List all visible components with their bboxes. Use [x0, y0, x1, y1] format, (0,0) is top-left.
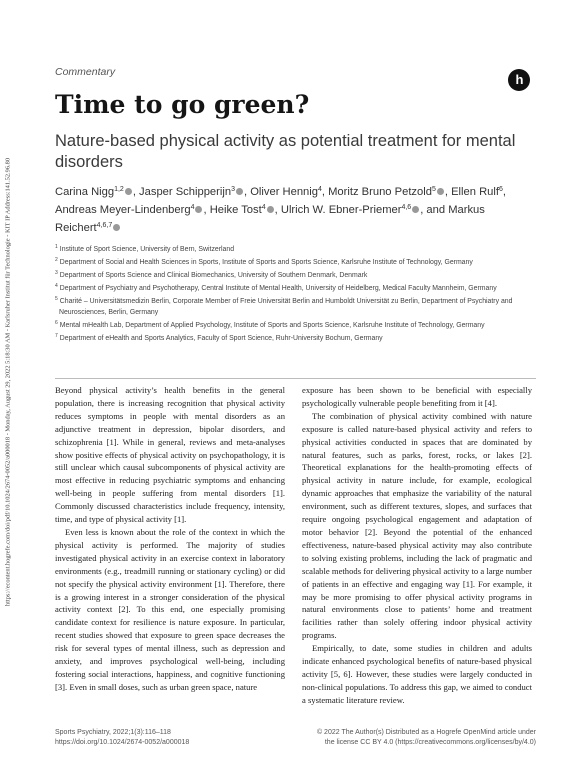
affiliation-item [55, 242, 535, 255]
license-url[interactable]: the license CC BY 4.0 (https://creativecommons.org/licenses/by/4.0) [324, 738, 536, 746]
affiliation-text: Charité – Universitätsmedizin Berlin, Corporate Member of Freie Universität Berlin and Humboldt Universität zu Berlin, Department of Psychiatry and Neurosciences, Berlin, Germany [59, 298, 513, 316]
publisher-logo: h [508, 69, 530, 91]
author-name: Jasper Schipperijn [139, 186, 232, 198]
author-name: Heike Tost [209, 204, 262, 216]
author-affiliation-marker: 4 [317, 186, 322, 193]
body-paragraph: The combination of physical activity combined with nature exposure is called nature-based physical activity and refers to physical activities conducted in spaces that are dominated by natural features, such as parks, forest, rocks, or lakes [2]. Theoretical explanations for the health-promoting effects of physical activity in nature include, for example, ecological dynamic approaches that emphasize the variability of the natural environment, such as different textures, slopes, and surfaces that require ongoing psychological engagement and adaptation of motor behavior [2]. Beyond the potential of the enhanced effectiveness, nature-based physical activity may also contribute to solving existing problems, including the lack of pragmatic and scalable methods for delivering physical activity to a large number of patients in an effective and engaging way [1]. For example, it may be more promising to offer physical activity programs in natural environments close to patients’ home and treatment facilities rather than solely offering indoor physical activity programs. [302, 410, 532, 641]
body-paragraph: Empirically, to date, some studies in children and adults indicate enhanced psychological benefits of nature-based physical activity [5, 6]. However, these studies were largely conducted in non-clinical populations. To address this gap, we aimed to conduct a systematic literature review. [302, 643, 532, 705]
author-separator: , [321, 186, 329, 198]
header-divider [55, 378, 536, 379]
author-name: Andreas Meyer-Lindenberg [55, 204, 191, 216]
license-footer [300, 728, 536, 747]
affiliation-text: Department of eHealth and Sports Analytics, Faculty of Sport Science, Ruhr-University Bochum, Germany [59, 335, 383, 342]
author [328, 186, 451, 198]
orcid-icon[interactable] [437, 188, 444, 195]
author-name: Oliver Hennig [250, 186, 318, 198]
author [139, 186, 250, 198]
license-line: © 2022 The Author(s) Distributed as a Hogrefe OpenMind article under [316, 729, 536, 736]
author-name: Ellen Rulf [451, 186, 499, 198]
section-label: Commentary [55, 66, 116, 78]
affiliation-item [55, 331, 535, 344]
author [451, 186, 506, 198]
author [250, 186, 328, 198]
orcid-icon[interactable] [267, 206, 274, 213]
author-separator: , [420, 204, 427, 216]
author-affiliation-marker: 4,6,7 [96, 222, 113, 229]
affiliation-number: 4 [55, 283, 58, 289]
author-separator: , [502, 186, 506, 198]
author-separator: , [203, 204, 210, 216]
author-separator: , [274, 204, 281, 216]
affiliation-item [55, 281, 535, 294]
citation-footer [55, 728, 189, 747]
download-watermark [2, 102, 14, 662]
affiliation-text: Department of Psychiatry and Psychotherapy, Central Institute of Mental Health, University of Heidelberg, Medical Faculty Mannheim, Germany [59, 285, 497, 292]
author [55, 186, 139, 198]
author-list [55, 182, 535, 236]
author-affiliation-marker: 5 [431, 186, 436, 193]
orcid-icon[interactable] [412, 206, 419, 213]
download-watermark-text: https://econtent.hogrefe.com/doi/pdf/10.1024/2674-0052/a000018 - Monday, August 29, 2022 5:18:30 AM - Karlsruher Institut für Technologie - KIT IP Address:141.52.96.80 [4, 157, 12, 607]
affiliation-text: Department of Social and Health Sciences in Sports, Institute of Sports and Sports Science, Karlsruhe Institute of Technology, Germany [59, 259, 473, 266]
orcid-icon[interactable] [236, 188, 243, 195]
author-name: and Markus Reichert [55, 204, 485, 234]
author-name: Carina Nigg [55, 186, 115, 198]
affiliation-item [55, 294, 535, 318]
body-column-right [302, 384, 532, 707]
author-affiliation-marker: 4 [261, 204, 266, 211]
body-paragraph: Beyond physical activity’s health benefits in the general population, there is increasing recognition that physical activity reduces symptoms in people with mental disorders as an adjunctive treatment in depression, bipolar disorders, and schizophrenia [1]. While in general, reviews and meta-analyses show positive effects of physical activity on psychopathology, it is still unclear which causal subcomponents of physical activity are most effective in reducing psychiatric symptoms and enhancing well-being in people suffering from mental disorders [1]. Commonly discussed characteristics include frequency, intensity, time, and type of physical activity [1]. [55, 385, 285, 525]
author-separator: , [444, 186, 452, 198]
orcid-icon[interactable] [195, 206, 202, 213]
journal-citation: Sports Psychiatry, 2022;1(3):116–118 [55, 729, 171, 736]
article-subtitle: Nature-based physical activity as potential treatment for mental disorders [55, 132, 516, 171]
affiliation-item [55, 268, 535, 281]
author-separator: , [243, 186, 251, 198]
author-affiliation-marker: 4,6 [401, 204, 412, 211]
affiliation-number: 2 [55, 257, 58, 263]
affiliation-text: Mental mHealth Lab, Department of Applied Psychology, Institute of Sports and Sports Science, Karlsruhe Institute of Technology, Germany [59, 322, 485, 329]
orcid-icon[interactable] [113, 224, 120, 231]
orcid-icon[interactable] [125, 188, 132, 195]
author-affiliation-marker: 6 [498, 186, 503, 193]
affiliation-number: 6 [55, 320, 58, 326]
author-affiliation-marker: 4 [190, 204, 195, 211]
doi-link[interactable]: https://doi.org/10.1024/2674-0052/a000018 [55, 738, 190, 746]
affiliation-number: 7 [55, 333, 58, 339]
article-title: Time to go green? [55, 90, 310, 119]
author-affiliation-marker: 1,2 [114, 186, 124, 193]
affiliation-number: 1 [55, 244, 58, 250]
affiliation-text: Department of Sports Science and Clinical Biomechanics, University of Southern Denmark, Denmark [59, 272, 368, 279]
body-column-left [55, 384, 285, 694]
affiliation-item [55, 255, 535, 268]
body-paragraph: exposure has been shown to be beneficial with especially psychologically vulnerable people benefiting from it [4]. [302, 385, 532, 408]
author [210, 204, 281, 216]
author-separator: , [132, 186, 140, 198]
author-name: Ulrich W. Ebner-Priemer [280, 204, 402, 216]
affiliation-text: Institute of Sport Science, University of Bern, Switzerland [59, 246, 235, 253]
author-name: Moritz Bruno Petzold [328, 186, 432, 198]
affiliation-list [55, 242, 535, 344]
affiliation-item [55, 318, 535, 331]
affiliation-number: 5 [55, 296, 58, 302]
body-paragraph: Even less is known about the role of the context in which the physical activity is performed. The majority of studies investigated physical activity in an exercise context in laboratory environments (e.g., treadmill running or stationary cycling) or did not specify the physical activity environment [1]. Therefore, there is a growing interest in a stronger consideration of the physical activity context [2]. To this end, one especially promising candidate context for resilience is nature exposure. In particular, recent studies showed that exposure to green space decreases the risk for several types of mental illness, such as depression and anxiety, and improves psychological well-being, including fostering social interactions, happiness, and cognitive functioning [3]. Even in small doses, such as urban green space, nature [55, 526, 285, 692]
affiliation-number: 3 [55, 270, 58, 276]
author-affiliation-marker: 3 [231, 186, 235, 193]
author [281, 204, 427, 216]
author [55, 204, 210, 216]
